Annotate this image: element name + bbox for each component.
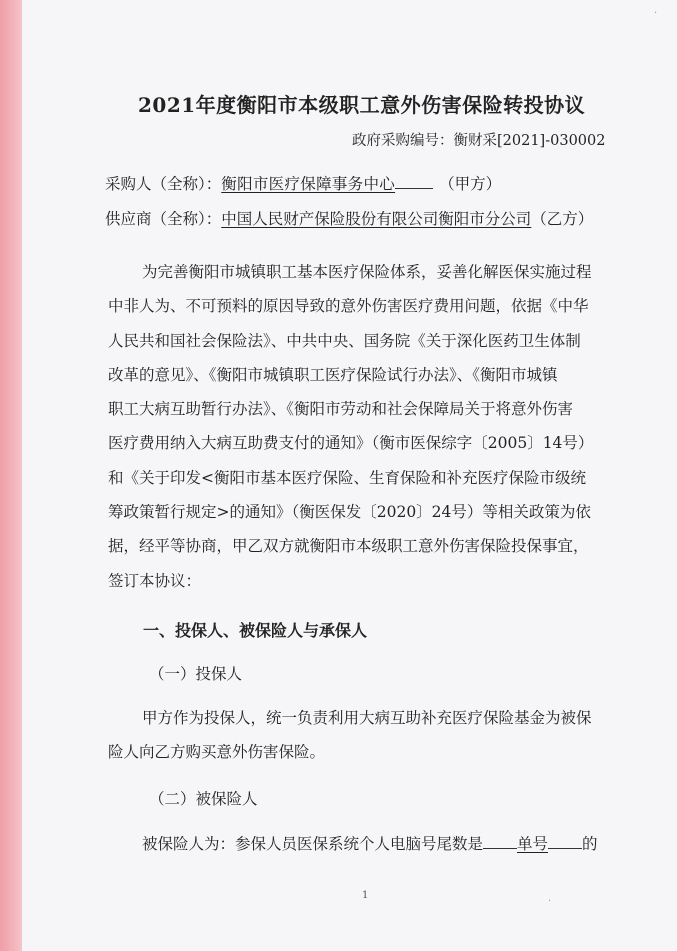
intro-line: 中非人为、不可预料的原因导致的意外伤害医疗费用问题，依据《中华 [108, 297, 589, 316]
intro-line: 人民共和国社会保险法》、中共中央、国务院《关于深化医药卫生体制 [108, 331, 581, 350]
intro-line: 据，经平等协商，甲乙双方就衡阳市本级职工意外伤害保险投保事宜， [108, 537, 589, 556]
purchaser-underline [395, 173, 433, 189]
intro-line: 筹政策暂行规定>的通知》（衡医保发〔2020〕24号）等相关政策为依 [108, 503, 591, 522]
subsection-1-line: 险人向乙方购买意外伤害保险。 [108, 743, 326, 762]
subsection-1-paragraph [108, 701, 618, 770]
procurement-number: 政府采购编号：衡财采[2021]-030002 [352, 133, 606, 149]
supplier-line [105, 209, 593, 229]
supplier-label: 供应商（全称）： [105, 210, 222, 228]
insured-blank-right [548, 832, 582, 849]
intro-line: 医疗费用纳入大病互助费支付的通知》（衡市医保综字〔2005〕14号） [108, 434, 594, 453]
section-1-heading: 一、投保人、被保险人与承保人 [143, 621, 368, 640]
purchaser-line [105, 173, 501, 194]
intro-paragraph [108, 255, 618, 598]
purchaser-value: 衡阳市医疗保障事务中心 [221, 175, 396, 193]
insured-suffix: 的 [582, 835, 598, 853]
intro-line: 职工大病互助暂行办法》、《衡阳市劳动和社会保障局关于将意外伤害 [108, 400, 574, 419]
page-number: 1 [362, 890, 369, 901]
document-page [22, 0, 677, 951]
insured-line [142, 832, 598, 854]
intro-line: 签订本协议： [108, 571, 202, 590]
subsection-1-line: 甲方作为投保人，统一负责利用大病互助补充医疗保险基金为被保 [142, 709, 592, 727]
subsection-2-heading: （二）被保险人 [149, 790, 258, 808]
subsection-1-heading: （一）投保人 [149, 665, 243, 683]
supplier-value: 中国人民财产保险股份有限公司衡阳市分公司 [221, 210, 532, 228]
insured-fill: 单号 [517, 835, 549, 853]
purchaser-label: 采购人（全称）： [105, 175, 222, 193]
intro-line: 和《关于印发<衡阳市基本医疗保险、生育保险和补充医疗保险市级统 [108, 468, 586, 487]
intro-line: 改革的意见》、《衡阳市城镇职工医疗保险试行办法》、《衡阳市城镇 [108, 365, 558, 384]
scan-speck-mark: · [548, 896, 552, 907]
insured-prefix: 被保险人为：参保人员医保系统个人电脑号尾数是 [142, 835, 484, 853]
insured-blank-left [483, 832, 517, 849]
intro-line: 为完善衡阳市城镇职工基本医疗保险体系，妥善化解医保实施过程 [142, 263, 592, 281]
page-title: 2021年度衡阳市本级职工意外伤害保险转投协议 [138, 93, 586, 117]
scan-speck-mark: · [654, 8, 658, 19]
purchaser-role: （甲方） [439, 175, 502, 193]
supplier-role: （乙方） [531, 210, 594, 228]
binding-edge-strip [0, 0, 22, 951]
